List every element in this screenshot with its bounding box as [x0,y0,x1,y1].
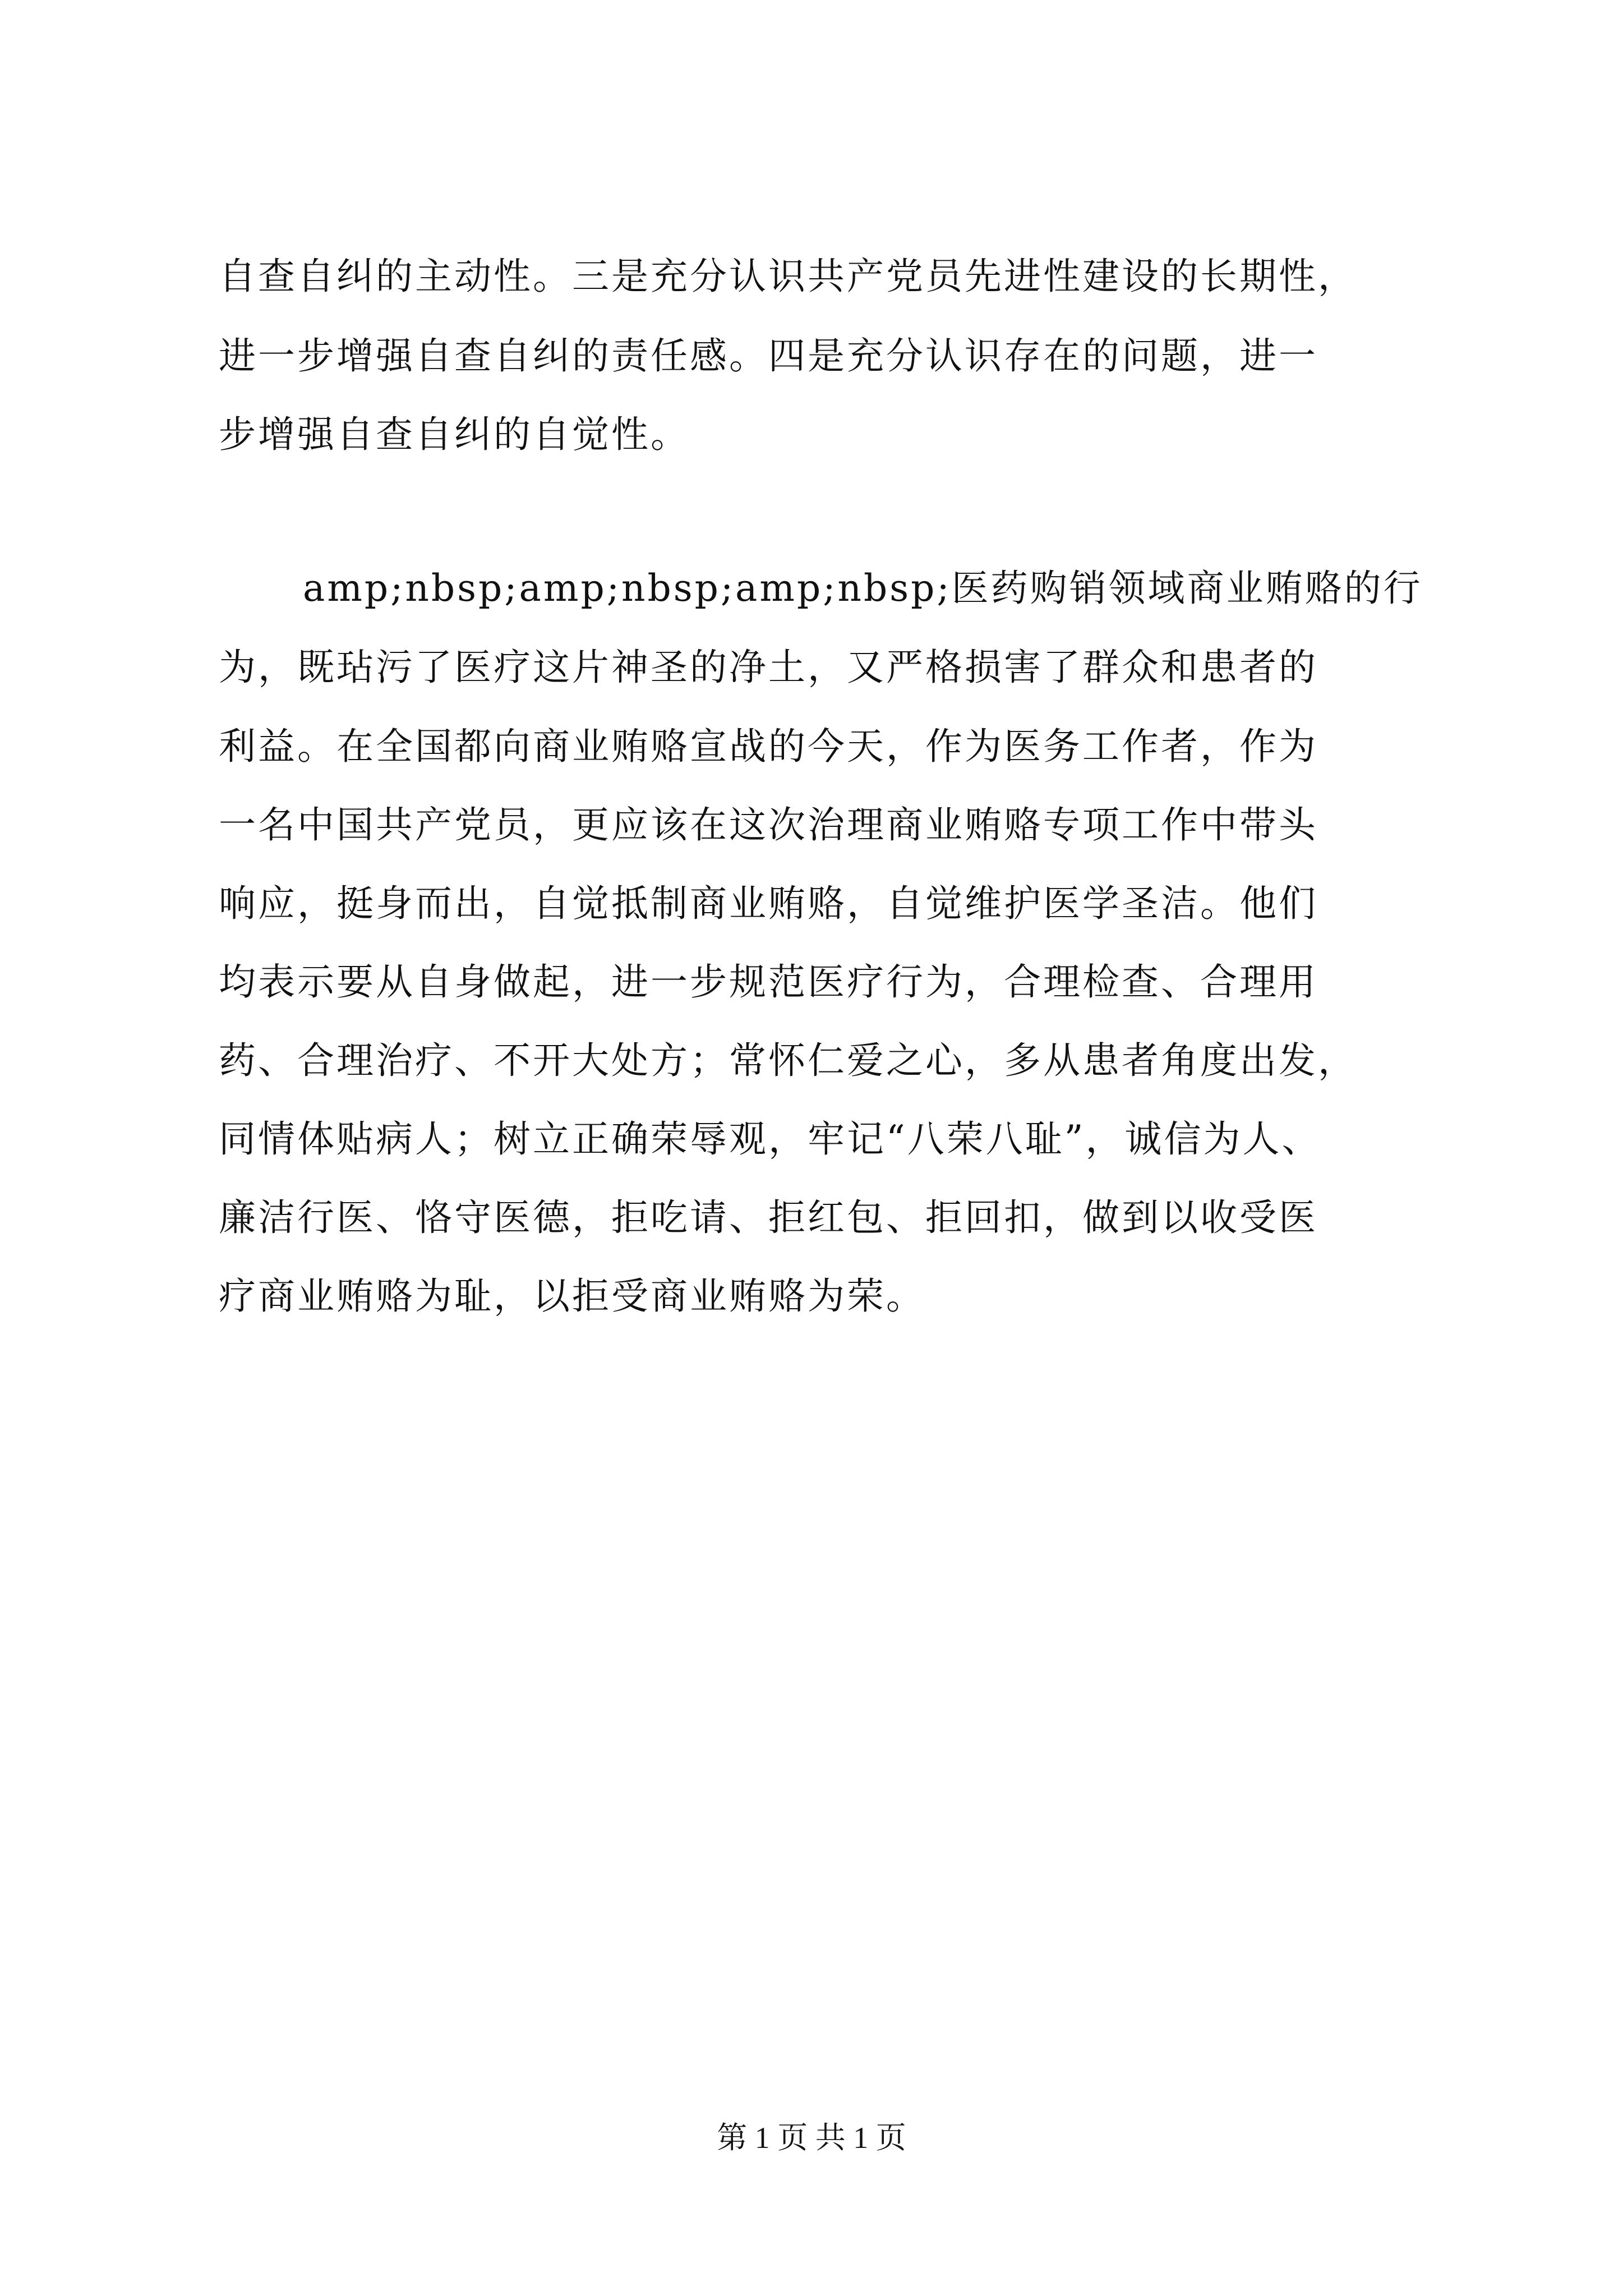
paragraph-line: 同情体贴病人；树立正确荣辱观，牢记“八荣八耻”，诚信为人、 [219,1117,1321,1161]
paragraph-line: 响应，挺身而出，自觉抵制商业贿赂，自觉维护医学圣洁。他们 [219,882,1318,925]
paragraph-line: 进一步增强自查自纠的责任感。四是充分认识存在的问题，进一 [219,334,1318,378]
paragraph-line: 廉洁行医、恪守医德，拒吃请、拒红包、拒回扣，做到以收受医 [219,1196,1318,1239]
paragraph-line: amp;nbsp;amp;nbsp;amp;nbsp;医药购销领域商业贿赂的行 [303,567,1423,610]
page-number-footer: 第 1 页 共 1 页 [717,2121,906,2155]
paragraph-line: 自查自纠的主动性。三是充分认识共产党员先进性建设的长期性， [219,255,1357,298]
paragraph-line: 均表示要从自身做起，进一步规范医疗行为，合理检查、合理用 [219,960,1318,1004]
paragraph-line: 一名中国共产党员，更应该在这次治理商业贿赂专项工作中带头 [219,803,1318,846]
paragraph-line: 疗商业贿赂为耻，以拒受商业贿赂为荣。 [219,1274,925,1318]
paragraph-line: 药、合理治疗、不开大处方；常怀仁爱之心，多从患者角度出发， [219,1039,1357,1082]
paragraph-line: 利益。在全国都向商业贿赂宣战的今天，作为医务工作者，作为 [219,725,1318,768]
paragraph-line: 为，既玷污了医疗这片神圣的净土，又严格损害了群众和患者的 [219,646,1318,689]
paragraph-line: 步增强自查自纠的自觉性。 [219,413,690,456]
